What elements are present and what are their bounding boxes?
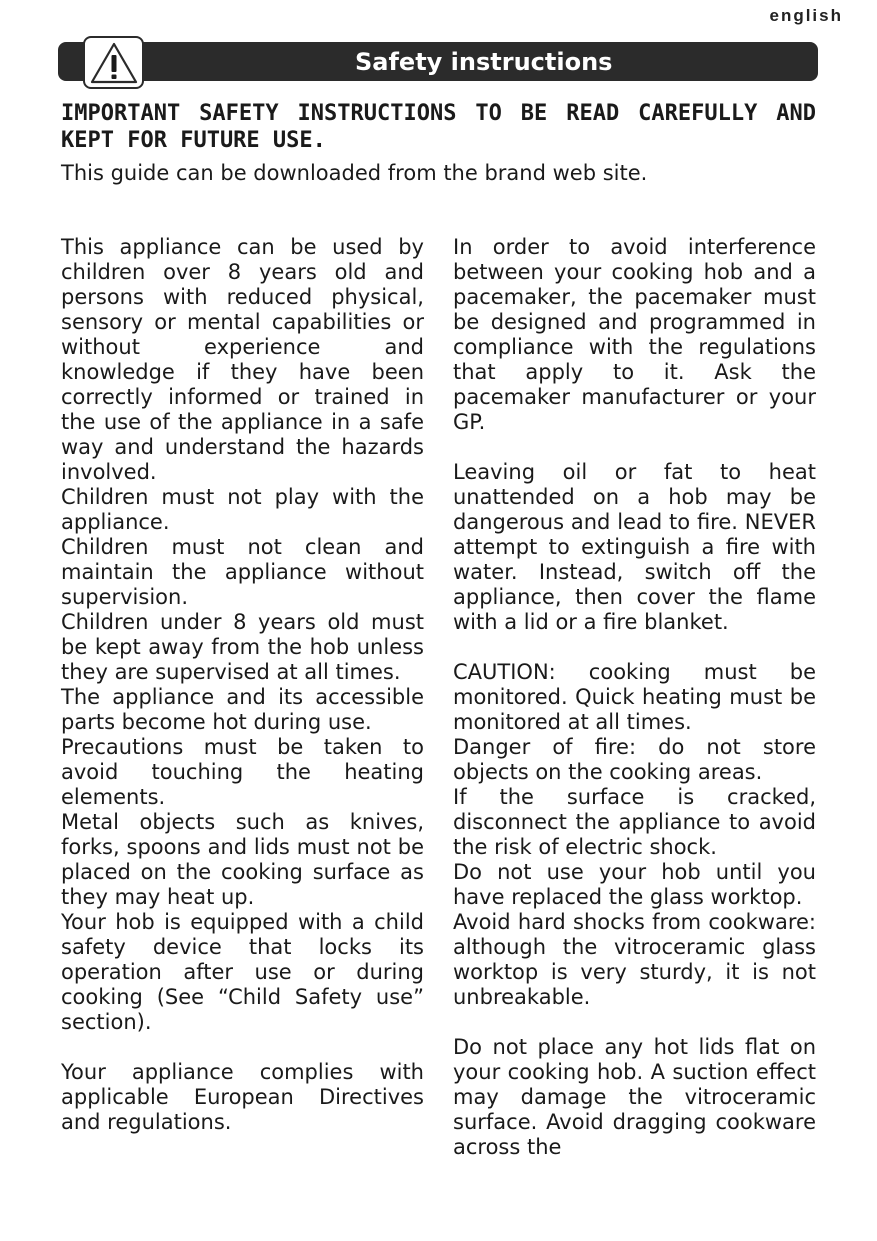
paragraph: Do not place any hot lids flat on your cooking hob. A suction effect may damage the vitroceramic surface. Avoid dragging cookware across the: [453, 1035, 816, 1159]
warning-icon-box: [83, 36, 144, 89]
paragraph: Children under 8 years old must be kept away from the hob unless they are supervised at all times.: [61, 610, 424, 684]
paragraph: This appliance can be used by children over 8 years old and persons with reduced physical, sensory or mental capabilities or without experience and knowledge if they have been correctly informed or trained in the use of the appliance in a safe way and understand the hazards involved.: [61, 235, 424, 484]
paragraph: Do not use your hob until you have replaced the glass worktop.: [453, 860, 816, 909]
paragraph: The appliance and its accessible parts become hot during use.: [61, 685, 424, 734]
language-label: english: [769, 6, 843, 25]
important-heading: IMPORTANT SAFETY INSTRUCTIONS TO BE READ CAREFULLY AND KEPT FOR FUTURE USE.: [61, 101, 816, 153]
paragraph: In order to avoid interference between your cooking hob and a pacemaker, the pacemaker must be designed and programmed in compliance with the regulations that apply to it. Ask the pacemaker manufacturer or your GP.: [453, 235, 816, 434]
paragraph: Your appliance complies with applicable European Directives and regulations.: [61, 1060, 424, 1134]
paragraph: Your hob is equipped with a child safety device that locks its operation after use or during cooking (See “Child Safety use” section).: [61, 910, 424, 1034]
paragraph: Children must not clean and maintain the appliance without supervision.: [61, 535, 424, 609]
paragraph: Leaving oil or fat to heat unattended on a hob may be dangerous and lead to fire. NEVER attempt to extinguish a fire with water. Instead, switch off the appliance, then cover the flame with a lid or a fire blanket.: [453, 460, 816, 634]
paragraph: Danger of fire: do not store objects on the cooking areas.: [453, 735, 816, 784]
warning-triangle-icon: [89, 41, 139, 85]
paragraph: Precautions must be taken to avoid touching the heating elements.: [61, 735, 424, 809]
paragraph: If the surface is cracked, disconnect the appliance to avoid the risk of electric shock.: [453, 785, 816, 859]
paragraph: Children must not play with the appliance.: [61, 485, 424, 534]
section-title: Safety instructions: [355, 48, 613, 76]
paragraph: CAUTION: cooking must be monitored. Quick heating must be monitored at all times.: [453, 660, 816, 734]
paragraph: Avoid hard shocks from cookware: although the vitroceramic glass worktop is very sturdy, it is not unbreakable.: [453, 910, 816, 1009]
right-column: [453, 235, 816, 1160]
paragraph: Metal objects such as knives, forks, spoons and lids must not be placed on the cooking surface as they may heat up.: [61, 810, 424, 909]
left-column: [61, 235, 424, 1135]
intro-text: This guide can be downloaded from the brand web site.: [61, 161, 648, 185]
